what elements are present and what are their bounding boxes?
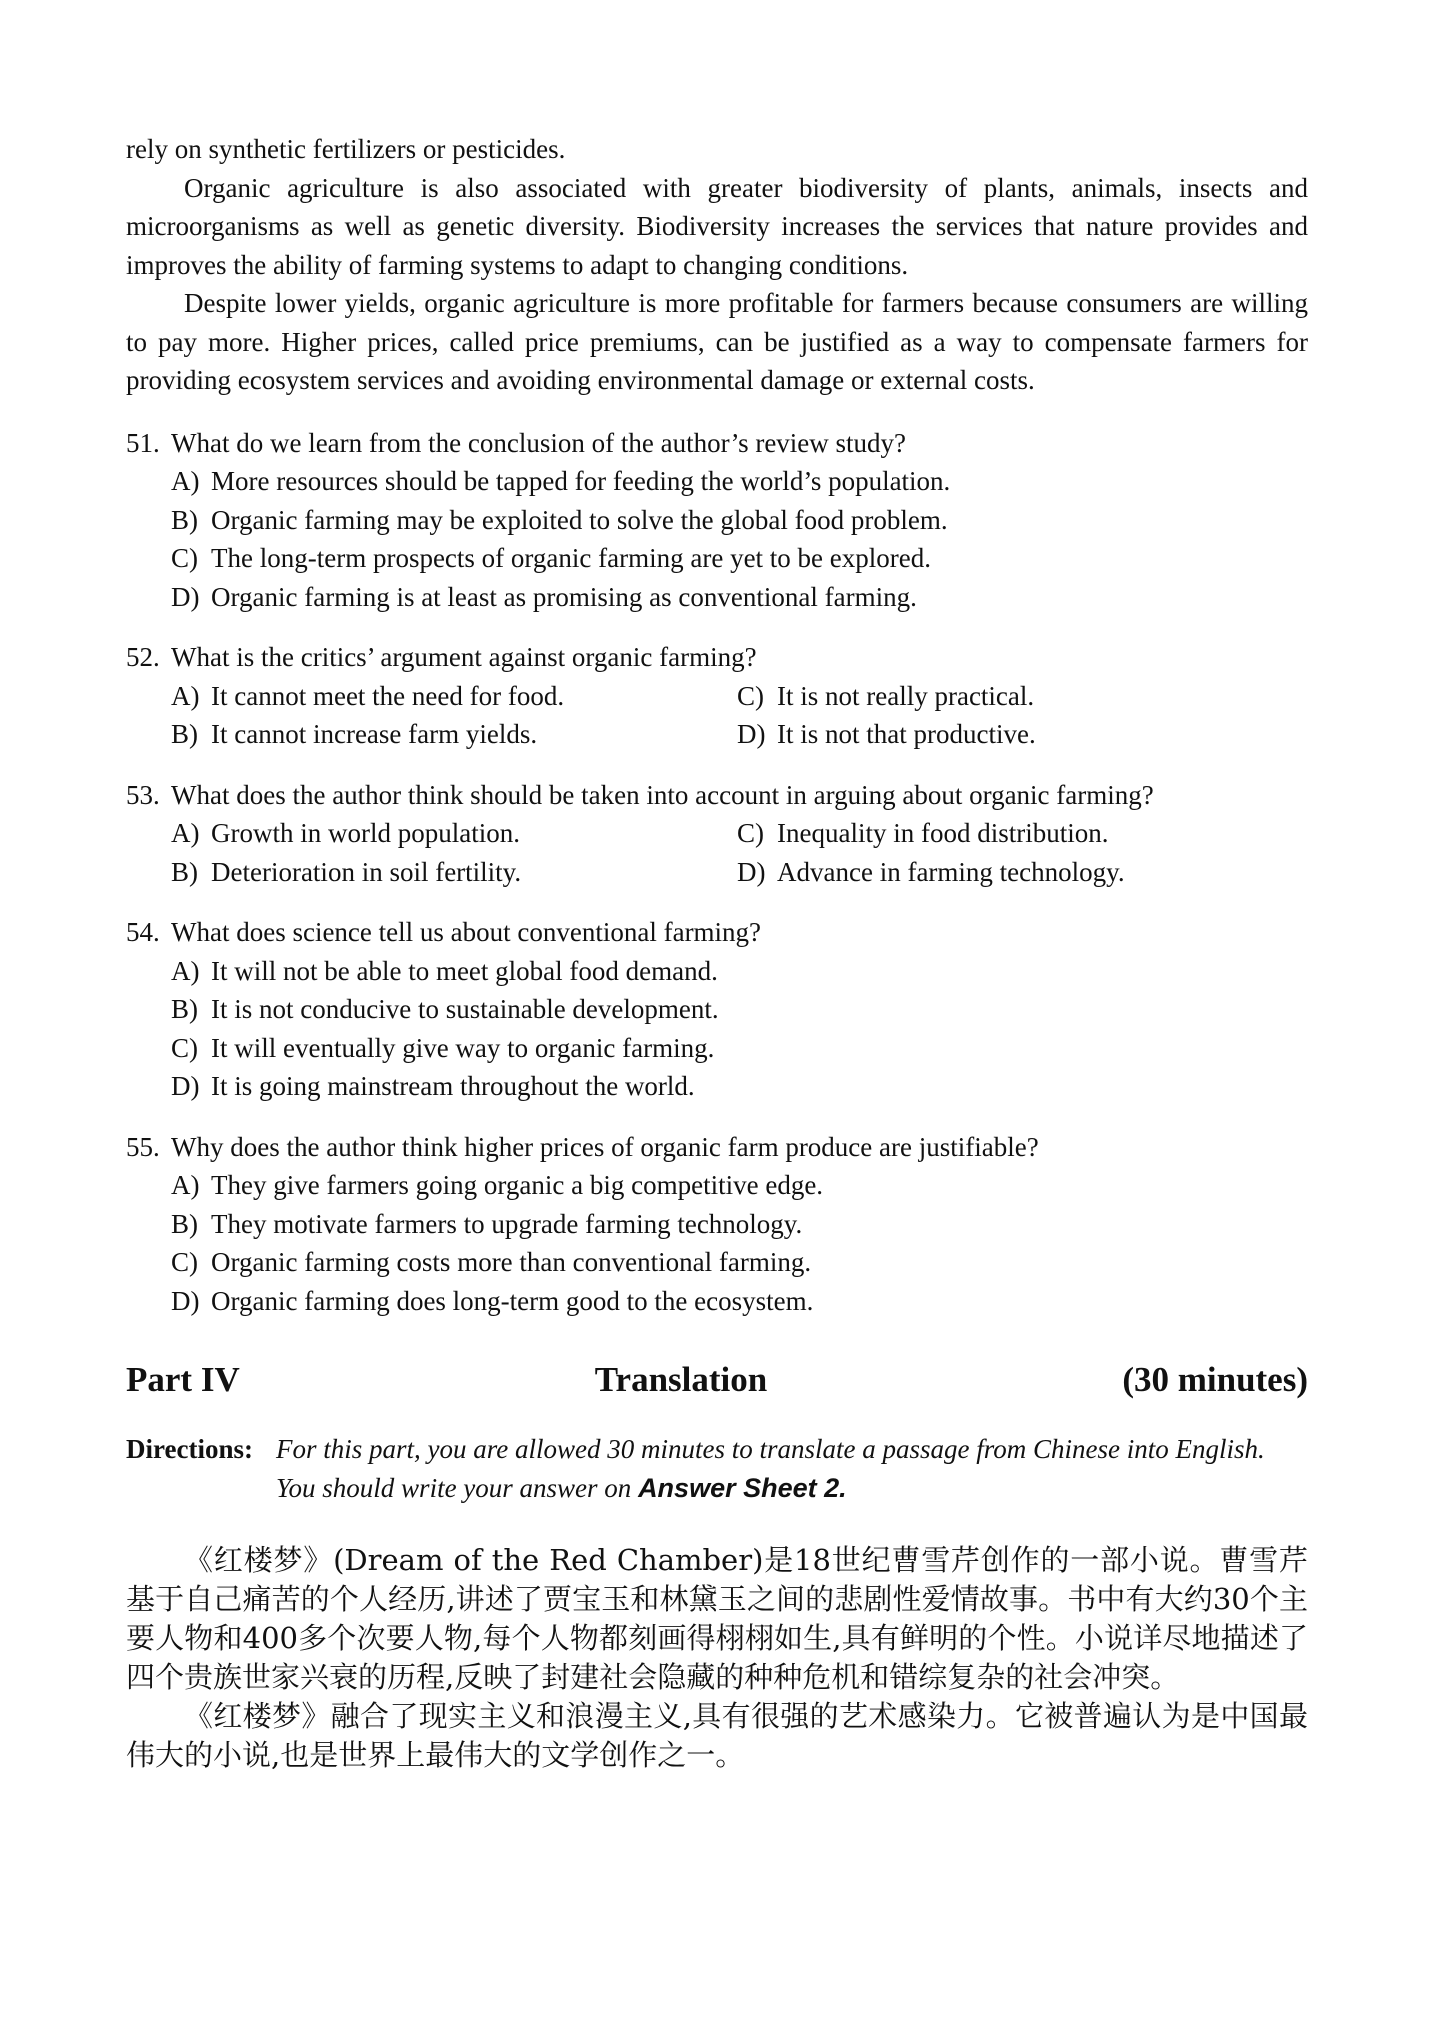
passage-paragraph: Organic agriculture is also associated with greater biodiversity of plants, animals, insects and microorganisms as well as genetic diversity. Biodiversity increases the services that nature provides and improves the ability of farming systems to adapt to changing conditions.: [126, 172, 1308, 280]
question-number: 55.: [126, 1131, 160, 1162]
directions-body: For this part, you are allowed 30 minutes to translate a passage from Chinese into English. You should write your answer on: [276, 1434, 1265, 1503]
option-a: [171, 677, 737, 716]
option-text: Inequality in food distribution.: [777, 818, 1109, 848]
question-number: 52.: [126, 642, 160, 672]
option-letter: D): [737, 856, 766, 887]
question-55: [126, 1128, 1308, 1321]
option-text: Organic farming may be exploited to solve the global food problem.: [211, 504, 948, 535]
option-b: [171, 990, 1308, 1029]
option-text: It is not conducive to sustainable development.: [211, 994, 719, 1024]
option-text: It is not really practical.: [777, 680, 1035, 711]
part-header: [126, 1358, 1308, 1402]
option-b: [171, 501, 1308, 540]
question-number: 54.: [126, 917, 160, 947]
passage-paragraph: rely on synthetic fertilizers or pesticides.: [126, 134, 566, 164]
option-letter: B): [171, 719, 198, 749]
option-text: It is going mainstream throughout the world.: [211, 1071, 695, 1101]
option-b: [171, 715, 737, 754]
directions: [126, 1430, 1308, 1507]
option-letter: B): [171, 856, 198, 887]
option-letter: A): [171, 818, 200, 848]
option-c: [171, 539, 1308, 578]
option-letter: C): [171, 1032, 198, 1063]
option-letter: A): [171, 1170, 200, 1200]
question-stem: What is the critics’ argument against organic farming?: [171, 642, 757, 672]
passage-paragraph: Despite lower yields, organic agriculture is more profitable for farmers because consumers are willing to pay more. Higher prices, called price premiums, can be justified as a way to compensate farmers for providing ecosystem services and avoiding environmental damage or external costs.: [126, 288, 1308, 395]
option-b: [171, 1205, 1308, 1244]
option-text: It is not that productive.: [777, 719, 1036, 749]
question-stem: What does science tell us about conventional farming?: [171, 917, 762, 947]
option-a: [171, 952, 1308, 991]
option-text: They motivate farmers to upgrade farming technology.: [211, 1208, 803, 1239]
option-d: [737, 715, 1308, 754]
question-54: [126, 913, 1308, 1106]
option-text: Organic farming does long-term good to the ecosystem.: [211, 1285, 814, 1316]
option-a: [171, 462, 1308, 501]
question-number: 51.: [126, 427, 160, 458]
question-52: [126, 638, 1308, 754]
option-text: Deterioration in soil fertility.: [211, 856, 522, 887]
option-c: [171, 1243, 1308, 1282]
option-letter: D): [171, 1071, 200, 1101]
option-letter: A): [171, 466, 200, 496]
option-text: Organic farming costs more than conventional farming.: [211, 1247, 812, 1277]
question-number: 53.: [126, 779, 160, 810]
option-a: [171, 1166, 1308, 1205]
directions-label: Directions:: [126, 1434, 253, 1464]
option-d: [171, 578, 1308, 617]
option-letter: D): [737, 719, 766, 749]
option-letter: A): [171, 955, 200, 986]
option-a: [171, 814, 737, 853]
option-text: They give farmers going organic a big competitive edge.: [211, 1170, 824, 1200]
option-text: The long-term prospects of organic farming are yet to be explored.: [211, 543, 931, 573]
part-time: (30 minutes): [1122, 1360, 1308, 1399]
option-letter: B): [171, 1208, 198, 1239]
option-letter: C): [737, 818, 764, 848]
option-letter: D): [171, 581, 200, 612]
option-letter: B): [171, 504, 198, 535]
option-c: [171, 1029, 1308, 1068]
option-c: [737, 677, 1308, 716]
translation-passage: [126, 1541, 1308, 1775]
option-letter: C): [171, 543, 198, 573]
question-stem: Why does the author think higher prices of organic farm produce are justifiable?: [171, 1131, 1039, 1162]
option-text: Organic farming is at least as promising as conventional farming.: [211, 581, 917, 612]
option-letter: D): [171, 1285, 200, 1316]
option-text: More resources should be tapped for feeding the world’s population.: [211, 466, 951, 496]
option-letter: A): [171, 680, 200, 711]
question-stem: What does the author think should be taken into account in arguing about organic farming?: [171, 779, 1154, 810]
directions-text: [276, 1430, 1308, 1507]
option-text: It will not be able to meet global food demand.: [211, 955, 718, 986]
option-text: Growth in world population.: [211, 818, 520, 848]
option-c: [737, 814, 1308, 853]
part-label: Part IV: [126, 1360, 240, 1399]
question-stem: What do we learn from the conclusion of the author’s review study?: [171, 427, 907, 458]
option-b: [171, 853, 737, 892]
option-d: [737, 853, 1308, 892]
part-title: Translation: [594, 1360, 768, 1399]
option-text: It cannot meet the need for food.: [211, 680, 565, 711]
question-53: [126, 776, 1308, 892]
answer-sheet-ref: Answer Sheet 2.: [638, 1472, 847, 1503]
exam-page: [126, 130, 1308, 1775]
option-text: It will eventually give way to organic farming.: [211, 1032, 715, 1063]
question-51: [126, 424, 1308, 617]
option-text: Advance in farming technology.: [777, 856, 1125, 887]
option-letter: C): [737, 680, 764, 711]
option-letter: C): [171, 1247, 198, 1277]
option-d: [171, 1067, 1308, 1106]
translation-paragraph: 《红楼梦》融合了现实主义和浪漫主义,具有很强的艺术感染力。它被普遍认为是中国最伟大的小说,也是世界上最伟大的文学创作之一。: [126, 1699, 1308, 1772]
translation-paragraph: 《红楼梦》(Dream of the Red Chamber)是18世纪曹雪芹创作的一部小说。曹雪芹基于自己痛苦的个人经历,讲述了贾宝玉和林黛玉之间的悲剧性爱情故事。书中有大约30个主要人物和400多个次要人物,每个人物都刻画得栩栩如生,具有鲜明的个性。小说详尽地描述了四个贵族世家兴衰的历程,反映了封建社会隐藏的种种危机和错综复杂的社会冲突。: [126, 1543, 1308, 1694]
option-letter: B): [171, 994, 198, 1024]
option-d: [171, 1282, 1308, 1321]
option-text: It cannot increase farm yields.: [211, 719, 538, 749]
